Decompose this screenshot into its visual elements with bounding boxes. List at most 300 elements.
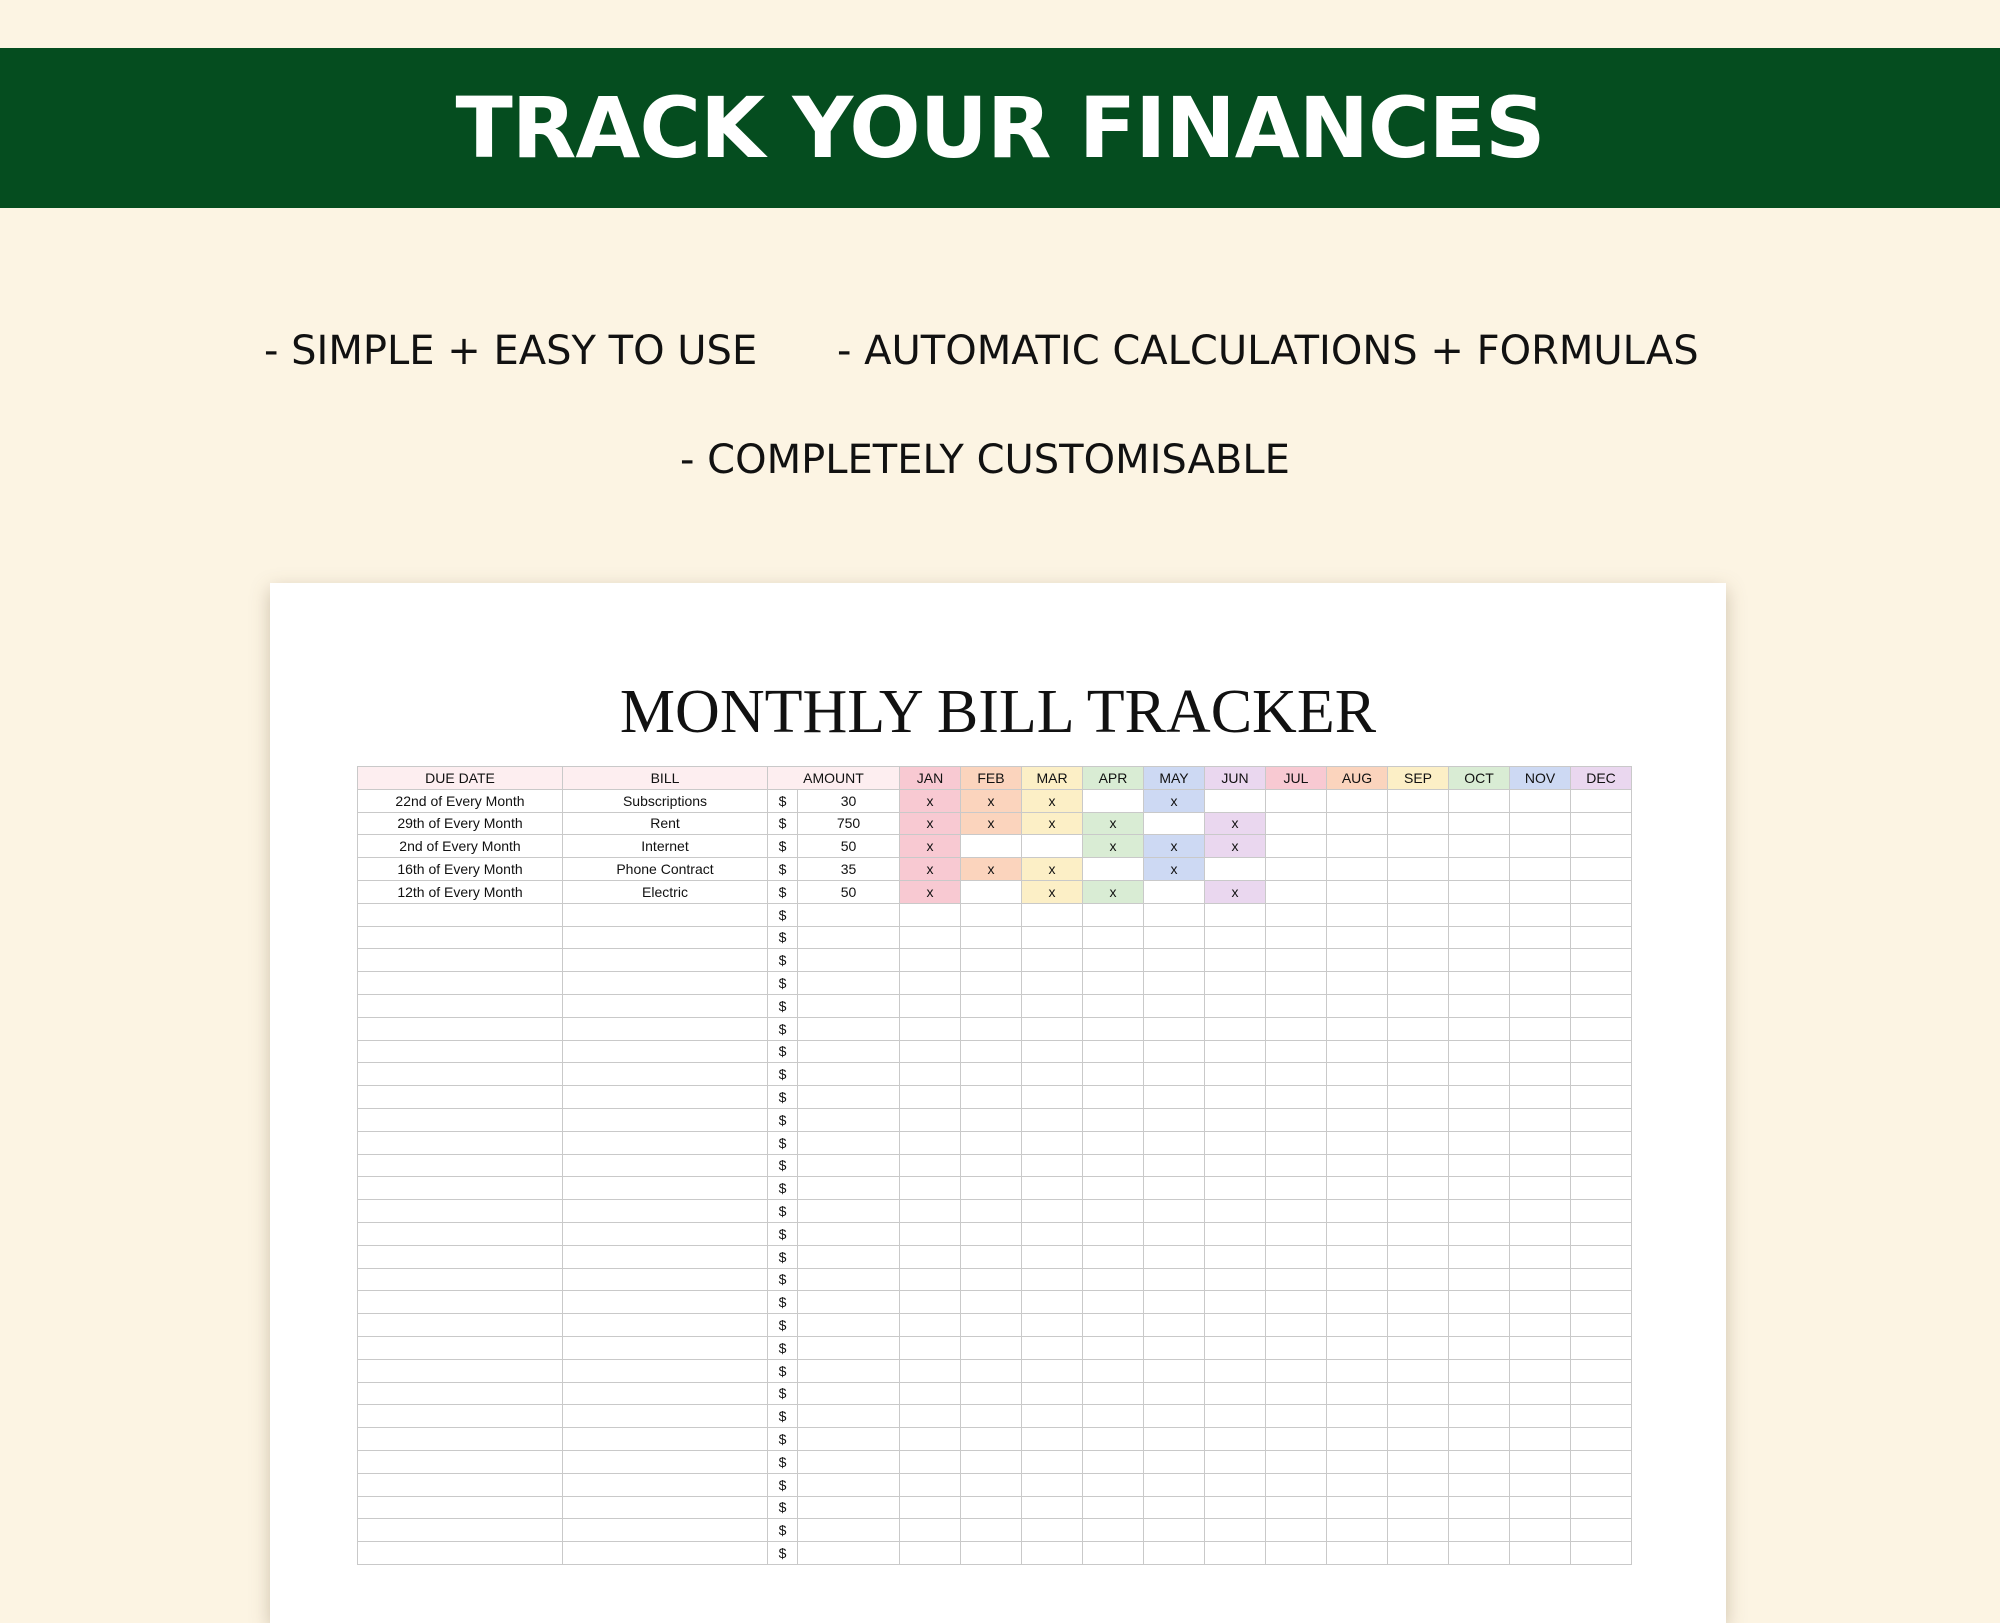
paid-cell-sep[interactable] — [1388, 1177, 1449, 1200]
paid-cell-jul[interactable] — [1266, 858, 1327, 881]
paid-cell-mar[interactable] — [1022, 926, 1083, 949]
bill-cell[interactable] — [563, 1405, 768, 1428]
paid-cell-feb[interactable]: x — [961, 858, 1022, 881]
bill-cell[interactable] — [563, 1359, 768, 1382]
paid-cell-jun[interactable] — [1205, 1086, 1266, 1109]
paid-cell-oct[interactable] — [1449, 1154, 1510, 1177]
paid-cell-dec[interactable] — [1571, 972, 1632, 995]
paid-cell-dec[interactable] — [1571, 1473, 1632, 1496]
amount-cell[interactable] — [798, 1405, 900, 1428]
paid-cell-mar[interactable] — [1022, 994, 1083, 1017]
paid-cell-apr[interactable] — [1083, 1428, 1144, 1451]
paid-cell-oct[interactable] — [1449, 1222, 1510, 1245]
paid-cell-jan[interactable] — [900, 1131, 961, 1154]
paid-cell-sep[interactable] — [1388, 880, 1449, 903]
paid-cell-oct[interactable] — [1449, 1108, 1510, 1131]
paid-cell-feb[interactable] — [961, 1382, 1022, 1405]
paid-cell-apr[interactable] — [1083, 1382, 1144, 1405]
paid-cell-jan[interactable] — [900, 1086, 961, 1109]
paid-cell-oct[interactable] — [1449, 1086, 1510, 1109]
paid-cell-jul[interactable] — [1266, 1086, 1327, 1109]
paid-cell-nov[interactable] — [1510, 1017, 1571, 1040]
paid-cell-feb[interactable] — [961, 1450, 1022, 1473]
bill-cell[interactable] — [563, 1314, 768, 1337]
paid-cell-may[interactable]: x — [1144, 835, 1205, 858]
paid-cell-oct[interactable] — [1449, 1428, 1510, 1451]
paid-cell-jul[interactable] — [1266, 1336, 1327, 1359]
paid-cell-dec[interactable] — [1571, 1450, 1632, 1473]
bill-cell[interactable] — [563, 1496, 768, 1519]
paid-cell-may[interactable] — [1144, 1086, 1205, 1109]
paid-cell-oct[interactable] — [1449, 949, 1510, 972]
paid-cell-feb[interactable]: x — [961, 812, 1022, 835]
paid-cell-feb[interactable] — [961, 926, 1022, 949]
paid-cell-oct[interactable] — [1449, 1405, 1510, 1428]
paid-cell-feb[interactable] — [961, 1519, 1022, 1542]
paid-cell-jul[interactable] — [1266, 1177, 1327, 1200]
paid-cell-jan[interactable] — [900, 1450, 961, 1473]
amount-cell[interactable] — [798, 1017, 900, 1040]
paid-cell-aug[interactable] — [1327, 812, 1388, 835]
paid-cell-may[interactable] — [1144, 880, 1205, 903]
paid-cell-oct[interactable] — [1449, 1268, 1510, 1291]
paid-cell-jan[interactable] — [900, 926, 961, 949]
paid-cell-nov[interactable] — [1510, 1154, 1571, 1177]
paid-cell-jan[interactable] — [900, 1359, 961, 1382]
paid-cell-nov[interactable] — [1510, 1040, 1571, 1063]
paid-cell-mar[interactable] — [1022, 1017, 1083, 1040]
paid-cell-sep[interactable] — [1388, 1428, 1449, 1451]
paid-cell-jun[interactable] — [1205, 1473, 1266, 1496]
paid-cell-apr[interactable] — [1083, 1450, 1144, 1473]
amount-cell[interactable] — [798, 1542, 900, 1565]
paid-cell-feb[interactable] — [961, 1542, 1022, 1565]
paid-cell-nov[interactable] — [1510, 1336, 1571, 1359]
paid-cell-aug[interactable] — [1327, 1519, 1388, 1542]
paid-cell-apr[interactable] — [1083, 789, 1144, 812]
paid-cell-feb[interactable] — [961, 1154, 1022, 1177]
paid-cell-nov[interactable] — [1510, 1405, 1571, 1428]
paid-cell-aug[interactable] — [1327, 972, 1388, 995]
paid-cell-aug[interactable] — [1327, 926, 1388, 949]
paid-cell-dec[interactable] — [1571, 1268, 1632, 1291]
paid-cell-nov[interactable] — [1510, 994, 1571, 1017]
paid-cell-jan[interactable] — [900, 1428, 961, 1451]
paid-cell-mar[interactable]: x — [1022, 880, 1083, 903]
paid-cell-apr[interactable] — [1083, 1040, 1144, 1063]
bill-cell[interactable] — [563, 972, 768, 995]
paid-cell-jul[interactable] — [1266, 835, 1327, 858]
paid-cell-jul[interactable] — [1266, 1017, 1327, 1040]
bill-cell[interactable] — [563, 1382, 768, 1405]
paid-cell-sep[interactable] — [1388, 1017, 1449, 1040]
paid-cell-may[interactable] — [1144, 1177, 1205, 1200]
bill-cell[interactable]: Rent — [563, 812, 768, 835]
amount-cell[interactable]: 35 — [798, 858, 900, 881]
paid-cell-aug[interactable] — [1327, 1177, 1388, 1200]
due-date-cell[interactable] — [358, 1428, 563, 1451]
due-date-cell[interactable] — [358, 1314, 563, 1337]
paid-cell-mar[interactable] — [1022, 972, 1083, 995]
paid-cell-oct[interactable] — [1449, 880, 1510, 903]
paid-cell-sep[interactable] — [1388, 1063, 1449, 1086]
paid-cell-sep[interactable] — [1388, 1405, 1449, 1428]
paid-cell-feb[interactable] — [961, 1200, 1022, 1223]
paid-cell-aug[interactable] — [1327, 994, 1388, 1017]
amount-cell[interactable]: 750 — [798, 812, 900, 835]
paid-cell-nov[interactable] — [1510, 926, 1571, 949]
paid-cell-sep[interactable] — [1388, 812, 1449, 835]
due-date-cell[interactable]: 2nd of Every Month — [358, 835, 563, 858]
paid-cell-may[interactable]: x — [1144, 858, 1205, 881]
due-date-cell[interactable] — [358, 926, 563, 949]
paid-cell-may[interactable] — [1144, 1200, 1205, 1223]
paid-cell-mar[interactable] — [1022, 835, 1083, 858]
bill-cell[interactable] — [563, 1200, 768, 1223]
due-date-cell[interactable] — [358, 1245, 563, 1268]
bill-cell[interactable] — [563, 1017, 768, 1040]
paid-cell-feb[interactable] — [961, 880, 1022, 903]
paid-cell-jul[interactable] — [1266, 1154, 1327, 1177]
paid-cell-jun[interactable] — [1205, 1245, 1266, 1268]
paid-cell-jun[interactable] — [1205, 1063, 1266, 1086]
paid-cell-aug[interactable] — [1327, 858, 1388, 881]
paid-cell-dec[interactable] — [1571, 1291, 1632, 1314]
paid-cell-jan[interactable] — [900, 1245, 961, 1268]
bill-cell[interactable] — [563, 1245, 768, 1268]
paid-cell-sep[interactable] — [1388, 1542, 1449, 1565]
due-date-cell[interactable] — [358, 1382, 563, 1405]
paid-cell-jul[interactable] — [1266, 926, 1327, 949]
paid-cell-mar[interactable] — [1022, 1450, 1083, 1473]
paid-cell-apr[interactable] — [1083, 903, 1144, 926]
paid-cell-jul[interactable] — [1266, 812, 1327, 835]
amount-cell[interactable] — [798, 926, 900, 949]
paid-cell-apr[interactable]: x — [1083, 812, 1144, 835]
due-date-cell[interactable] — [358, 1450, 563, 1473]
paid-cell-sep[interactable] — [1388, 949, 1449, 972]
paid-cell-mar[interactable] — [1022, 1405, 1083, 1428]
paid-cell-jun[interactable] — [1205, 1542, 1266, 1565]
paid-cell-nov[interactable] — [1510, 1542, 1571, 1565]
paid-cell-aug[interactable] — [1327, 1359, 1388, 1382]
paid-cell-sep[interactable] — [1388, 1519, 1449, 1542]
paid-cell-apr[interactable] — [1083, 1496, 1144, 1519]
paid-cell-jun[interactable] — [1205, 1291, 1266, 1314]
paid-cell-jan[interactable] — [900, 1382, 961, 1405]
paid-cell-dec[interactable] — [1571, 994, 1632, 1017]
paid-cell-sep[interactable] — [1388, 1268, 1449, 1291]
paid-cell-jul[interactable] — [1266, 1040, 1327, 1063]
paid-cell-aug[interactable] — [1327, 1222, 1388, 1245]
paid-cell-jan[interactable] — [900, 972, 961, 995]
due-date-cell[interactable] — [358, 1063, 563, 1086]
paid-cell-aug[interactable] — [1327, 1291, 1388, 1314]
paid-cell-jun[interactable] — [1205, 1268, 1266, 1291]
paid-cell-jun[interactable]: x — [1205, 812, 1266, 835]
paid-cell-dec[interactable] — [1571, 1063, 1632, 1086]
paid-cell-may[interactable] — [1144, 1450, 1205, 1473]
paid-cell-apr[interactable] — [1083, 1519, 1144, 1542]
paid-cell-may[interactable] — [1144, 1405, 1205, 1428]
paid-cell-apr[interactable] — [1083, 1245, 1144, 1268]
paid-cell-nov[interactable] — [1510, 972, 1571, 995]
paid-cell-dec[interactable] — [1571, 1382, 1632, 1405]
bill-cell[interactable] — [563, 1473, 768, 1496]
amount-cell[interactable] — [798, 1177, 900, 1200]
paid-cell-oct[interactable] — [1449, 835, 1510, 858]
paid-cell-may[interactable] — [1144, 1473, 1205, 1496]
paid-cell-oct[interactable] — [1449, 1336, 1510, 1359]
bill-cell[interactable] — [563, 1428, 768, 1451]
paid-cell-may[interactable] — [1144, 1131, 1205, 1154]
paid-cell-dec[interactable] — [1571, 1496, 1632, 1519]
bill-cell[interactable] — [563, 1450, 768, 1473]
paid-cell-apr[interactable] — [1083, 1063, 1144, 1086]
due-date-cell[interactable] — [358, 1268, 563, 1291]
paid-cell-aug[interactable] — [1327, 949, 1388, 972]
bill-cell[interactable] — [563, 1086, 768, 1109]
bill-cell[interactable]: Electric — [563, 880, 768, 903]
amount-cell[interactable] — [798, 1519, 900, 1542]
paid-cell-mar[interactable] — [1022, 1086, 1083, 1109]
paid-cell-may[interactable] — [1144, 1428, 1205, 1451]
paid-cell-aug[interactable] — [1327, 1086, 1388, 1109]
paid-cell-apr[interactable] — [1083, 994, 1144, 1017]
paid-cell-nov[interactable] — [1510, 1200, 1571, 1223]
amount-cell[interactable]: 30 — [798, 789, 900, 812]
paid-cell-jan[interactable] — [900, 994, 961, 1017]
paid-cell-nov[interactable] — [1510, 835, 1571, 858]
paid-cell-apr[interactable] — [1083, 1268, 1144, 1291]
paid-cell-nov[interactable] — [1510, 1177, 1571, 1200]
paid-cell-jul[interactable] — [1266, 1405, 1327, 1428]
paid-cell-jan[interactable] — [900, 1473, 961, 1496]
due-date-cell[interactable] — [358, 1336, 563, 1359]
paid-cell-jul[interactable] — [1266, 1291, 1327, 1314]
paid-cell-jun[interactable] — [1205, 949, 1266, 972]
amount-cell[interactable] — [798, 1108, 900, 1131]
amount-cell[interactable] — [798, 1314, 900, 1337]
amount-cell[interactable] — [798, 972, 900, 995]
paid-cell-mar[interactable] — [1022, 1359, 1083, 1382]
paid-cell-jun[interactable] — [1205, 1359, 1266, 1382]
paid-cell-nov[interactable] — [1510, 1382, 1571, 1405]
paid-cell-nov[interactable] — [1510, 812, 1571, 835]
paid-cell-mar[interactable] — [1022, 1496, 1083, 1519]
paid-cell-mar[interactable]: x — [1022, 858, 1083, 881]
paid-cell-jan[interactable]: x — [900, 789, 961, 812]
paid-cell-feb[interactable] — [961, 972, 1022, 995]
paid-cell-dec[interactable] — [1571, 1519, 1632, 1542]
paid-cell-may[interactable] — [1144, 1382, 1205, 1405]
due-date-cell[interactable]: 29th of Every Month — [358, 812, 563, 835]
paid-cell-dec[interactable] — [1571, 858, 1632, 881]
bill-cell[interactable]: Phone Contract — [563, 858, 768, 881]
paid-cell-apr[interactable] — [1083, 1131, 1144, 1154]
bill-cell[interactable] — [563, 1542, 768, 1565]
paid-cell-nov[interactable] — [1510, 1086, 1571, 1109]
paid-cell-apr[interactable]: x — [1083, 880, 1144, 903]
paid-cell-aug[interactable] — [1327, 1496, 1388, 1519]
paid-cell-aug[interactable] — [1327, 1154, 1388, 1177]
paid-cell-jul[interactable] — [1266, 1063, 1327, 1086]
paid-cell-jul[interactable] — [1266, 1245, 1327, 1268]
paid-cell-feb[interactable] — [961, 1405, 1022, 1428]
paid-cell-jun[interactable] — [1205, 1131, 1266, 1154]
paid-cell-oct[interactable] — [1449, 1245, 1510, 1268]
paid-cell-sep[interactable] — [1388, 1040, 1449, 1063]
paid-cell-dec[interactable] — [1571, 926, 1632, 949]
bill-cell[interactable] — [563, 949, 768, 972]
paid-cell-oct[interactable] — [1449, 789, 1510, 812]
paid-cell-may[interactable] — [1144, 1040, 1205, 1063]
paid-cell-jun[interactable] — [1205, 926, 1266, 949]
paid-cell-nov[interactable] — [1510, 858, 1571, 881]
paid-cell-may[interactable] — [1144, 926, 1205, 949]
bill-cell[interactable] — [563, 903, 768, 926]
due-date-cell[interactable] — [358, 1542, 563, 1565]
paid-cell-apr[interactable] — [1083, 1314, 1144, 1337]
amount-cell[interactable] — [798, 1359, 900, 1382]
paid-cell-nov[interactable] — [1510, 949, 1571, 972]
paid-cell-jun[interactable] — [1205, 1154, 1266, 1177]
paid-cell-feb[interactable] — [961, 1108, 1022, 1131]
paid-cell-aug[interactable] — [1327, 880, 1388, 903]
amount-cell[interactable] — [798, 1200, 900, 1223]
paid-cell-apr[interactable] — [1083, 949, 1144, 972]
paid-cell-jun[interactable] — [1205, 1496, 1266, 1519]
paid-cell-jan[interactable] — [900, 1177, 961, 1200]
amount-cell[interactable] — [798, 1222, 900, 1245]
amount-cell[interactable] — [798, 1154, 900, 1177]
paid-cell-feb[interactable] — [961, 1473, 1022, 1496]
paid-cell-mar[interactable] — [1022, 1291, 1083, 1314]
paid-cell-may[interactable] — [1144, 1017, 1205, 1040]
paid-cell-apr[interactable] — [1083, 926, 1144, 949]
due-date-cell[interactable] — [358, 1154, 563, 1177]
paid-cell-jan[interactable] — [900, 1519, 961, 1542]
paid-cell-oct[interactable] — [1449, 1359, 1510, 1382]
paid-cell-apr[interactable] — [1083, 1017, 1144, 1040]
paid-cell-dec[interactable] — [1571, 880, 1632, 903]
paid-cell-jun[interactable] — [1205, 1177, 1266, 1200]
paid-cell-oct[interactable] — [1449, 1519, 1510, 1542]
bill-cell[interactable] — [563, 1131, 768, 1154]
bill-cell[interactable] — [563, 1063, 768, 1086]
paid-cell-sep[interactable] — [1388, 1473, 1449, 1496]
paid-cell-oct[interactable] — [1449, 1314, 1510, 1337]
paid-cell-sep[interactable] — [1388, 1291, 1449, 1314]
paid-cell-sep[interactable] — [1388, 1336, 1449, 1359]
paid-cell-sep[interactable] — [1388, 1450, 1449, 1473]
paid-cell-dec[interactable] — [1571, 1405, 1632, 1428]
amount-cell[interactable] — [798, 1336, 900, 1359]
paid-cell-sep[interactable] — [1388, 1314, 1449, 1337]
paid-cell-oct[interactable] — [1449, 1496, 1510, 1519]
paid-cell-jan[interactable] — [900, 1017, 961, 1040]
paid-cell-dec[interactable] — [1571, 789, 1632, 812]
paid-cell-mar[interactable] — [1022, 1200, 1083, 1223]
due-date-cell[interactable] — [358, 1473, 563, 1496]
paid-cell-jun[interactable] — [1205, 1222, 1266, 1245]
paid-cell-oct[interactable] — [1449, 994, 1510, 1017]
paid-cell-oct[interactable] — [1449, 1200, 1510, 1223]
due-date-cell[interactable] — [358, 1519, 563, 1542]
paid-cell-apr[interactable] — [1083, 1542, 1144, 1565]
paid-cell-jul[interactable] — [1266, 1473, 1327, 1496]
due-date-cell[interactable] — [358, 1359, 563, 1382]
amount-cell[interactable] — [798, 1496, 900, 1519]
paid-cell-mar[interactable] — [1022, 903, 1083, 926]
paid-cell-may[interactable] — [1144, 1063, 1205, 1086]
paid-cell-nov[interactable] — [1510, 1496, 1571, 1519]
paid-cell-dec[interactable] — [1571, 835, 1632, 858]
paid-cell-nov[interactable] — [1510, 1428, 1571, 1451]
paid-cell-sep[interactable] — [1388, 1131, 1449, 1154]
paid-cell-apr[interactable] — [1083, 1177, 1144, 1200]
amount-cell[interactable] — [798, 1473, 900, 1496]
amount-cell[interactable]: 50 — [798, 835, 900, 858]
paid-cell-feb[interactable] — [961, 835, 1022, 858]
paid-cell-oct[interactable] — [1449, 903, 1510, 926]
paid-cell-jun[interactable] — [1205, 1017, 1266, 1040]
paid-cell-aug[interactable] — [1327, 1017, 1388, 1040]
paid-cell-jun[interactable] — [1205, 789, 1266, 812]
paid-cell-feb[interactable] — [961, 1428, 1022, 1451]
paid-cell-jun[interactable] — [1205, 1314, 1266, 1337]
paid-cell-nov[interactable] — [1510, 1314, 1571, 1337]
paid-cell-feb[interactable] — [961, 1131, 1022, 1154]
paid-cell-aug[interactable] — [1327, 1382, 1388, 1405]
paid-cell-dec[interactable] — [1571, 903, 1632, 926]
paid-cell-mar[interactable] — [1022, 1314, 1083, 1337]
paid-cell-sep[interactable] — [1388, 1200, 1449, 1223]
paid-cell-jul[interactable] — [1266, 1496, 1327, 1519]
paid-cell-sep[interactable] — [1388, 926, 1449, 949]
paid-cell-feb[interactable] — [961, 1017, 1022, 1040]
bill-cell[interactable] — [563, 1519, 768, 1542]
due-date-cell[interactable]: 12th of Every Month — [358, 880, 563, 903]
paid-cell-dec[interactable] — [1571, 1108, 1632, 1131]
paid-cell-feb[interactable] — [961, 1086, 1022, 1109]
paid-cell-dec[interactable] — [1571, 1359, 1632, 1382]
paid-cell-apr[interactable] — [1083, 1473, 1144, 1496]
paid-cell-feb[interactable] — [961, 994, 1022, 1017]
paid-cell-feb[interactable] — [961, 1177, 1022, 1200]
paid-cell-sep[interactable] — [1388, 1245, 1449, 1268]
paid-cell-mar[interactable] — [1022, 1040, 1083, 1063]
paid-cell-sep[interactable] — [1388, 1108, 1449, 1131]
due-date-cell[interactable] — [358, 1291, 563, 1314]
paid-cell-apr[interactable] — [1083, 1200, 1144, 1223]
paid-cell-sep[interactable] — [1388, 1154, 1449, 1177]
paid-cell-jun[interactable] — [1205, 903, 1266, 926]
paid-cell-jul[interactable] — [1266, 880, 1327, 903]
paid-cell-mar[interactable] — [1022, 1245, 1083, 1268]
paid-cell-dec[interactable] — [1571, 1040, 1632, 1063]
paid-cell-mar[interactable] — [1022, 1177, 1083, 1200]
paid-cell-may[interactable] — [1144, 1314, 1205, 1337]
paid-cell-may[interactable] — [1144, 949, 1205, 972]
paid-cell-oct[interactable] — [1449, 926, 1510, 949]
due-date-cell[interactable] — [358, 903, 563, 926]
due-date-cell[interactable] — [358, 1405, 563, 1428]
bill-cell[interactable] — [563, 1108, 768, 1131]
paid-cell-jun[interactable] — [1205, 1200, 1266, 1223]
paid-cell-mar[interactable] — [1022, 949, 1083, 972]
paid-cell-aug[interactable] — [1327, 1450, 1388, 1473]
